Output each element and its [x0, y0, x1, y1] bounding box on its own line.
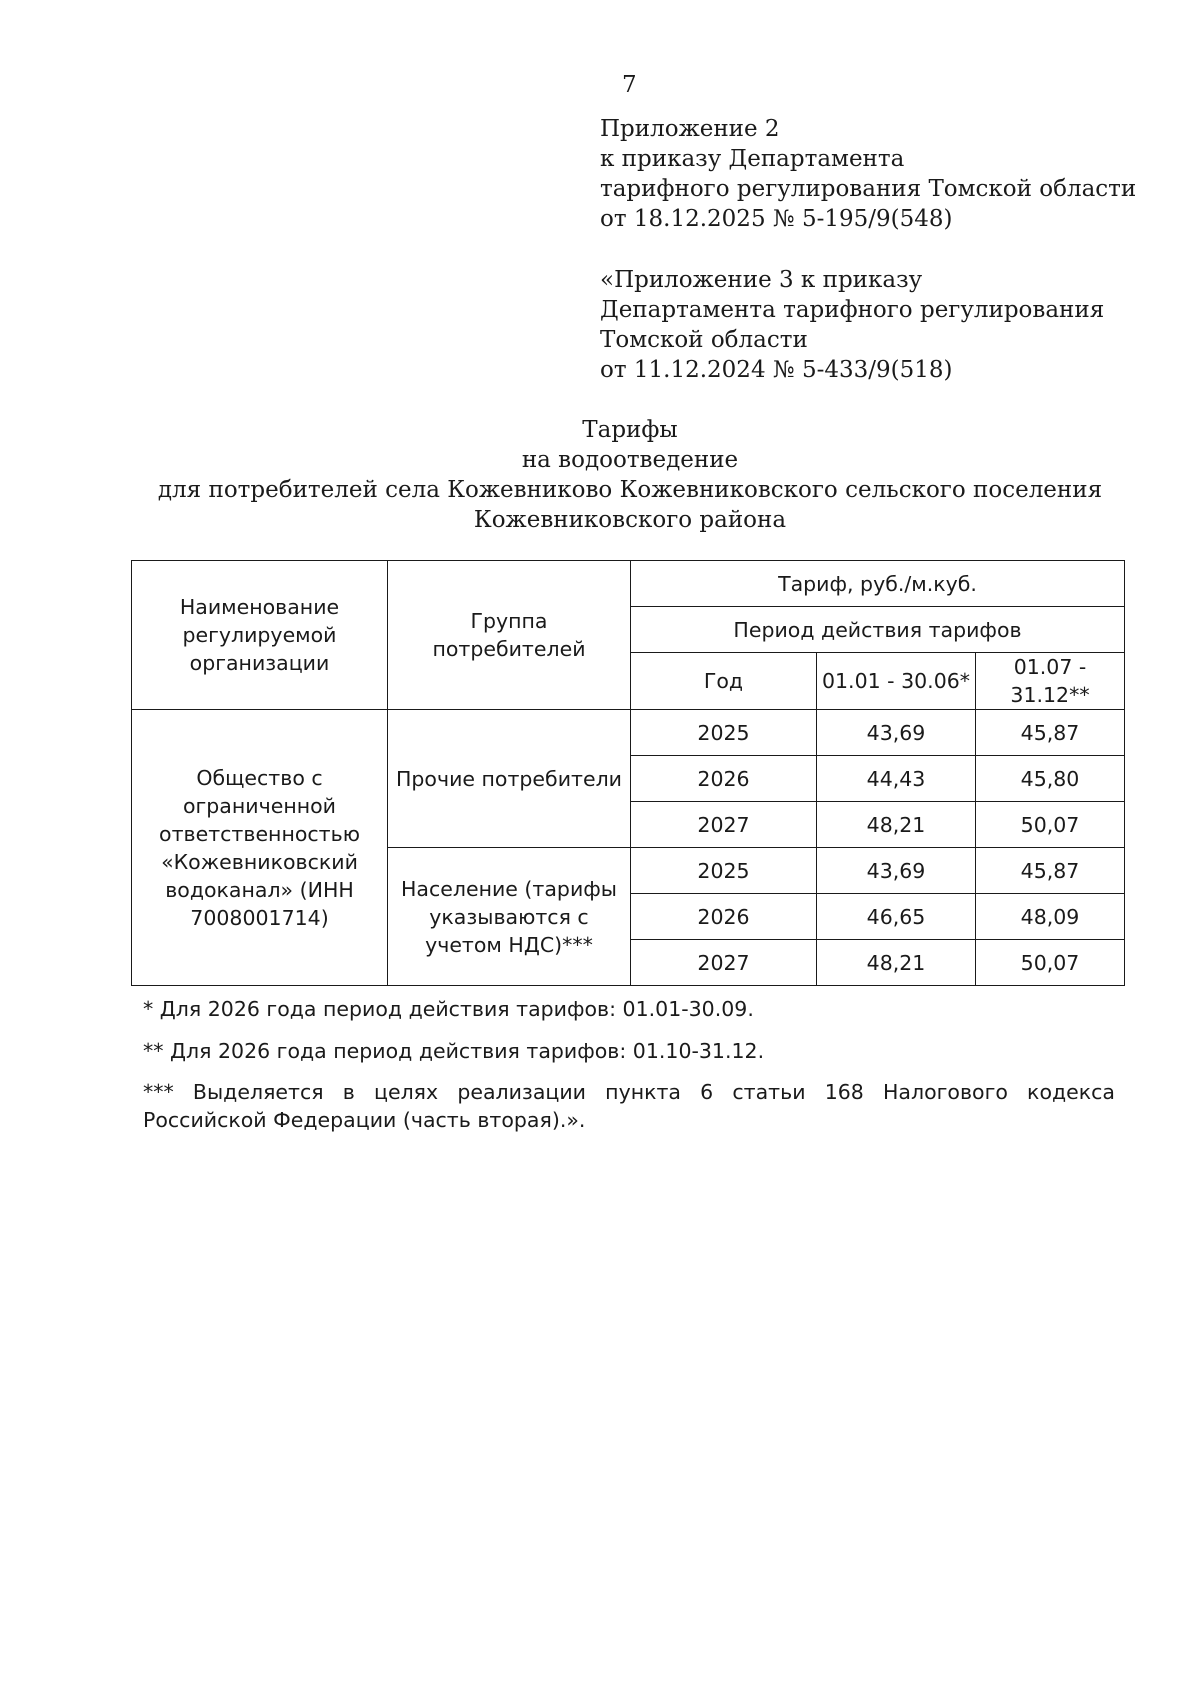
title-line: на водоотведение	[521, 447, 739, 473]
appendix-line: к приказу Департамента	[600, 146, 905, 172]
year-cell: 2027	[631, 940, 817, 986]
title-line: Кожевниковского района	[473, 507, 787, 533]
consumer-group: Население (тарифы указываются с учетом НДС)***	[388, 848, 631, 986]
appendix-header	[600, 114, 1136, 234]
header-period: Период действия тарифов	[631, 607, 1125, 653]
document-title	[130, 415, 1130, 535]
header-period-2: 01.07 - 31.12**	[976, 653, 1125, 710]
tariff-cell: 48,09	[976, 894, 1125, 940]
tariff-cell: 43,69	[817, 848, 976, 894]
tariff-cell: 48,21	[817, 940, 976, 986]
consumer-group: Прочие потребители	[388, 710, 631, 848]
header-period-1: 01.01 - 30.06*	[817, 653, 976, 710]
footnote: *** Выделяется в целях реализации пункта 6 статьи 168 Налогового кодекса Российской Федерации (часть вторая).».	[143, 1080, 1115, 1132]
footnote: * Для 2026 года период действия тарифов: 01.01-30.09.	[143, 997, 754, 1021]
tariff-cell: 45,80	[976, 756, 1125, 802]
tariff-cell: 45,87	[976, 848, 1125, 894]
year-cell: 2026	[631, 894, 817, 940]
tariff-cell: 48,21	[817, 802, 976, 848]
title-line: для потребителей села Кожевниково Кожевниковского сельского поселения	[157, 477, 1103, 503]
title-line: Тарифы	[582, 417, 678, 443]
tariff-cell: 43,69	[817, 710, 976, 756]
header-consumer-group: Группа потребителей	[388, 561, 631, 710]
year-cell: 2025	[631, 848, 817, 894]
amended-appendix-header	[600, 265, 1104, 385]
appendix-line: Департамента тарифного регулирования	[600, 297, 1105, 323]
header-year: Год	[631, 653, 817, 710]
organization-name: Общество с ограниченной ответственностью «Кожевниковский водоканал» (ИНН 7008001714)	[132, 710, 388, 986]
appendix-line: тарифного регулирования Томской области	[600, 176, 1137, 202]
table-row	[132, 710, 1125, 756]
appendix-line: Томской области	[600, 327, 808, 353]
appendix-line: Приложение 2	[600, 116, 780, 142]
tariff-cell: 50,07	[976, 802, 1125, 848]
appendix-line: от 18.12.2025 № 5-195/9(548)	[600, 206, 953, 232]
tariff-cell: 50,07	[976, 940, 1125, 986]
tariff-cell: 46,65	[817, 894, 976, 940]
tariff-cell: 44,43	[817, 756, 976, 802]
page-number: 7	[622, 72, 637, 98]
header-tariff: Тариф, руб./м.куб.	[631, 561, 1125, 607]
appendix-line: от 11.12.2024 № 5-433/9(518)	[600, 357, 953, 383]
year-cell: 2027	[631, 802, 817, 848]
header-organization: Наименование регулируемой организации	[132, 561, 388, 710]
appendix-line: «Приложение 3 к приказу	[600, 267, 923, 293]
year-cell: 2025	[631, 710, 817, 756]
tariff-cell: 45,87	[976, 710, 1125, 756]
tariff-table	[131, 560, 1125, 986]
year-cell: 2026	[631, 756, 817, 802]
footnote: ** Для 2026 года период действия тарифов: 01.10-31.12.	[143, 1039, 765, 1063]
